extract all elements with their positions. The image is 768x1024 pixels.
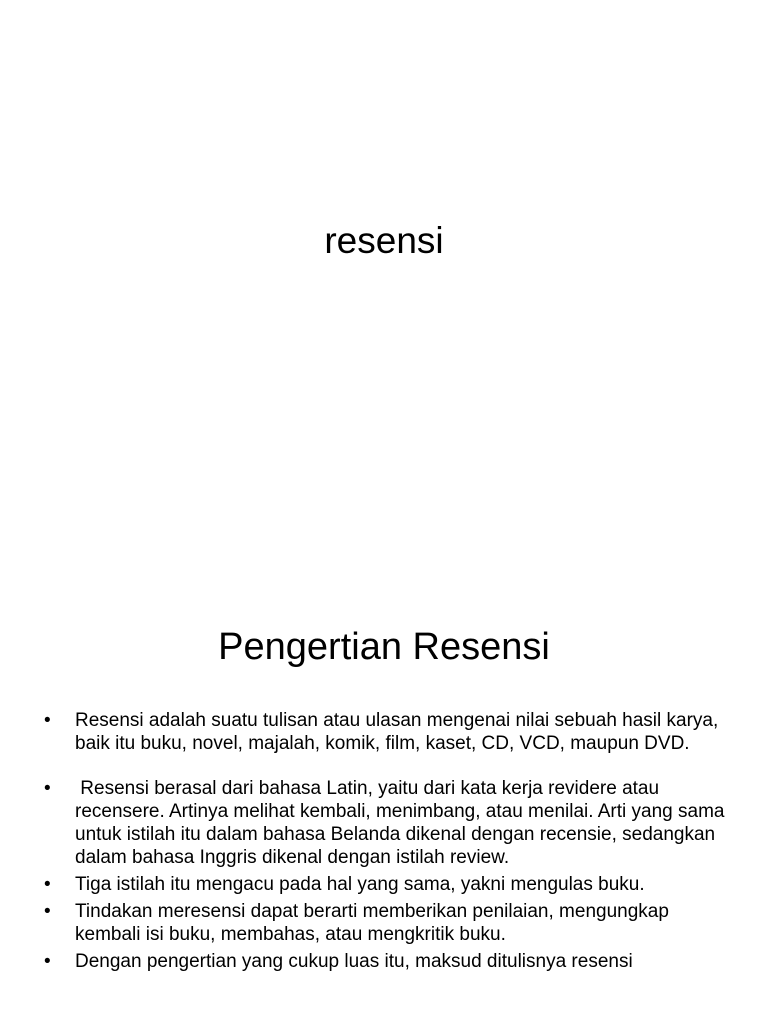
bullet-dot-icon: •	[44, 778, 51, 799]
bullet-item	[0, 950, 768, 973]
bullet-dot-icon: •	[44, 874, 51, 895]
bullet-list	[0, 709, 768, 973]
bullet-dot-icon: •	[44, 710, 51, 731]
bullet-item	[0, 709, 768, 755]
slide-definition	[0, 576, 768, 1024]
bullet-text: Dengan pengertian yang cukup luas itu, maksud ditulisnya resensi	[75, 951, 633, 972]
bullet-dot-icon: •	[44, 901, 51, 922]
bullet-item	[0, 900, 768, 946]
slide-1-title: resensi	[324, 220, 444, 261]
bullet-item	[0, 873, 768, 896]
bullet-text: Tiga istilah itu mengacu pada hal yang sama, yakni mengulas buku.	[75, 874, 645, 895]
bullet-text: Resensi berasal dari bahasa Latin, yaitu dari kata kerja revidere atau recensere. Artinya melihat kembali, menimbang, atau menilai. Arti yang sama untuk istilah itu dalam bahasa Belanda dikenal dengan recensie, sedangkan dalam bahasa Inggris dikenal dengan istilah review.	[75, 778, 730, 868]
bullet-dot-icon: •	[44, 951, 51, 972]
bullet-item	[0, 777, 768, 869]
bullet-text: Resensi adalah suatu tulisan atau ulasan mengenai nilai sebuah hasil karya, baik itu buku, novel, majalah, komik, film, kaset, CD, VCD, maupun DVD.	[75, 710, 719, 754]
slide-2-title: Pengertian Resensi	[218, 626, 550, 668]
bullet-text: Tindakan meresensi dapat berarti memberikan penilaian, mengungkap kembali isi buku, membahas, atau mengkritik buku.	[75, 901, 669, 945]
